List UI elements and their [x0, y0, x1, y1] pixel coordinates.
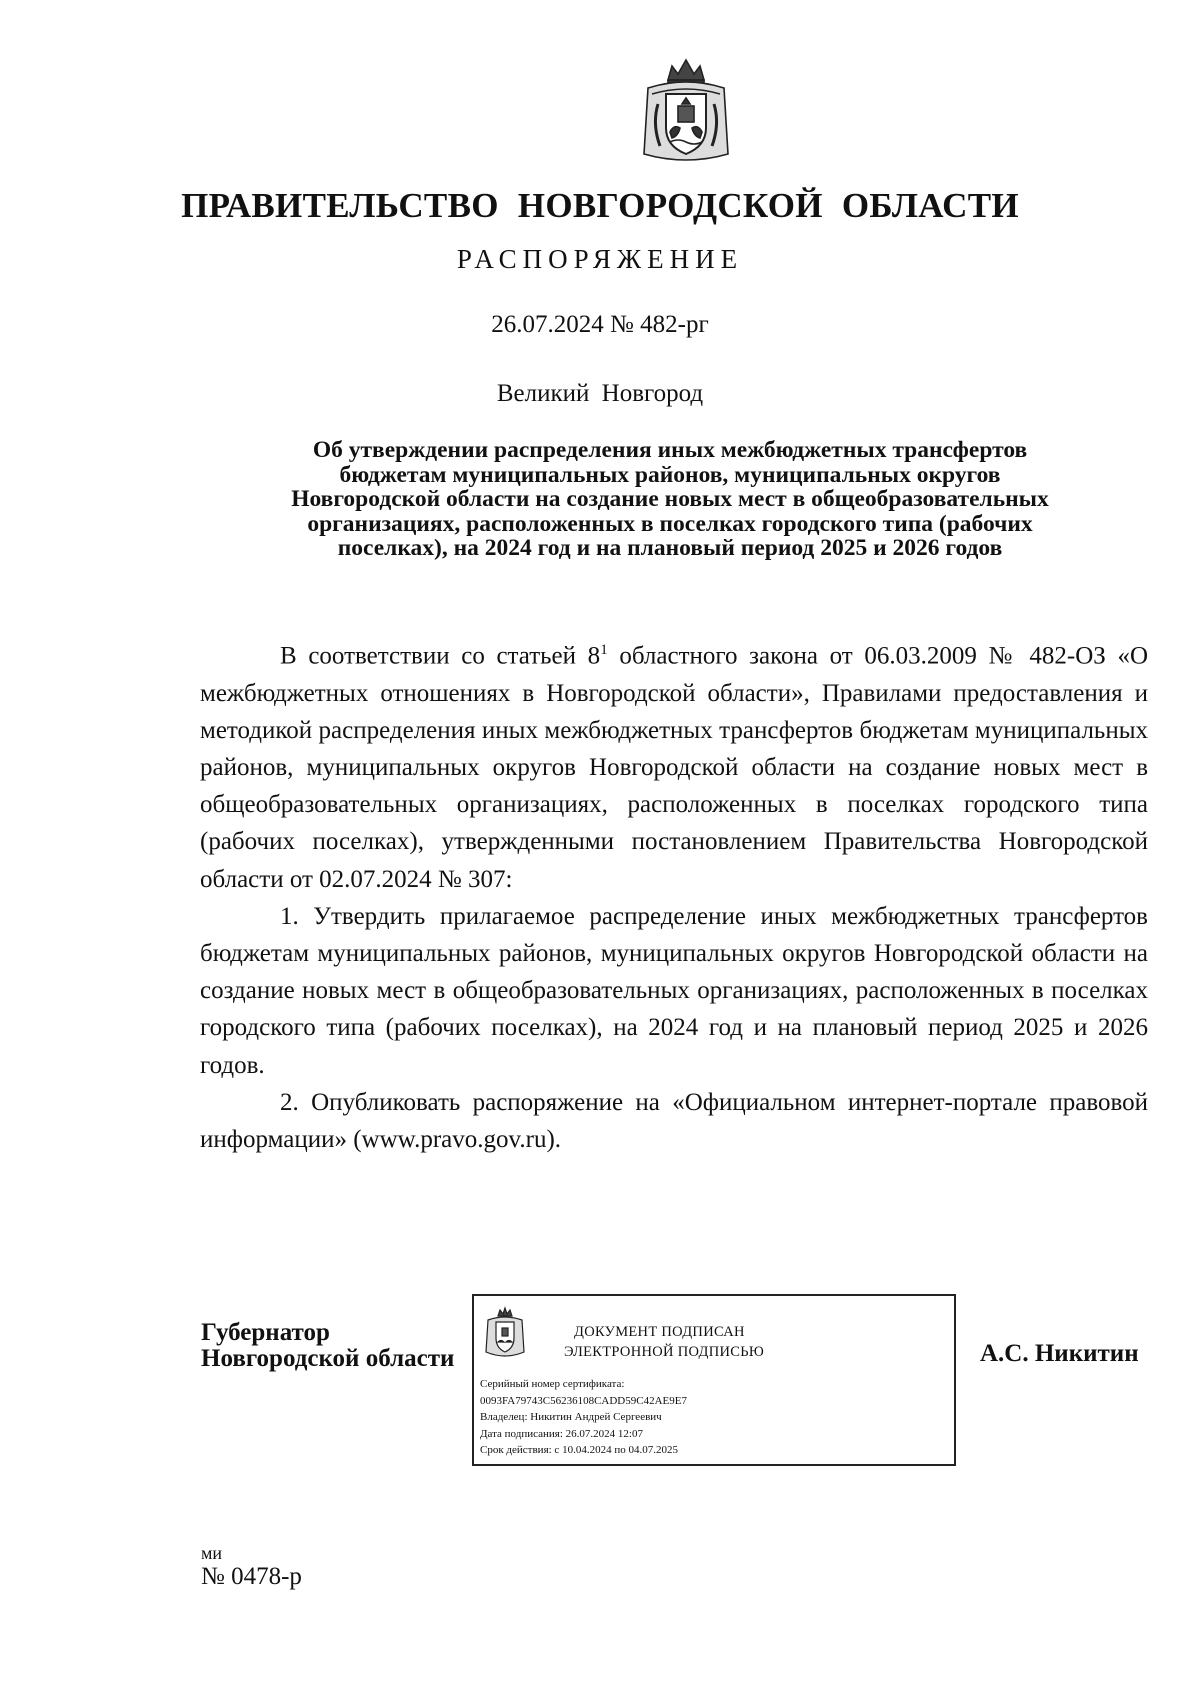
executor-initials: ми [201, 1543, 223, 1563]
stamp-validity: Срок действия: с 10.04.2024 по 04.07.2025 [480, 1444, 678, 1456]
stamp-certificate-info [480, 1376, 687, 1459]
document-city: Великий Новгород [496, 380, 704, 407]
electronic-signature-stamp [472, 1294, 956, 1466]
signer-name: А.С. Никитин [980, 1340, 1139, 1367]
registration-number: № 0478-р [201, 1563, 302, 1590]
subject-line: Об утверждении распределения иных межбюджетных трансфертов [312, 437, 1028, 463]
body-paragraph-item-2: 2. Опубликовать распоряжение на «Официальном интернет-портале правовой информации» (www.pravo.gov.ru). [200, 1088, 1148, 1153]
document-subject [200, 438, 1140, 561]
coat-of-arms-icon [484, 1306, 526, 1360]
subject-line: бюджетам муниципальных районов, муниципальных округов [339, 461, 1001, 488]
stamp-sign-date: Дата подписания: 26.07.2024 12:07 [480, 1427, 643, 1440]
body-paragraph-item-1: 1. Утвердить прилагаемое распределение иных межбюджетных трансфертов бюджетам муниципальных районов, муниципальных округов Новгородской области на создание новых мест в общеобразовательных организациях, расположенных в поселках городского типа (рабочих поселках), на 2024 год и на плановый период 2025 и 2026 годов. [200, 902, 1148, 1079]
organization-title: ПРАВИТЕЛЬСТВО НОВГОРОДСКОЙ ОБЛАСТИ [181, 186, 1019, 225]
stamp-owner: Владелец: Никитин Андрей Сергеевич [480, 1411, 662, 1423]
document-body [200, 632, 1148, 1158]
signer-position: Губернатор Новгородской области [201, 1319, 455, 1372]
document-type: РАСПОРЯЖЕНИЕ [456, 244, 744, 274]
superscript: 1 [600, 642, 608, 658]
document-number: 26.07.2024 № 482-рг [491, 311, 709, 338]
subject-line: поселках), на 2024 год и на плановый период 2025 и 2026 годов [337, 535, 1003, 561]
coat-of-arms-icon [638, 54, 734, 166]
subject-line: организациях, расположенных в поселках городского типа (рабочих [307, 510, 1033, 537]
stamp-title: ДОКУМЕНТ ПОДПИСАН ЭЛЕКТРОННОЙ ПОДПИСЬЮ [564, 1324, 765, 1360]
subject-line: Новгородской области на создание новых мест в общеобразовательных [291, 486, 1049, 512]
stamp-serial: 0093FA79743C56236108CADD59C42AE9E7 [480, 1394, 687, 1407]
stamp-serial-label: Серийный номер сертификата: [480, 1378, 625, 1390]
body-paragraph-preamble: В соответствии со статьей $8^1$ областного закона от 06.03.2009 № 482-ОЗ «О межбюджетных отношениях в Новгородской области», Правилами предоставления и методикой распределения иных межбюджетных трансфертов бюджетам муниципальных районов, муниципальных округов Новгородской области на создание новых мест в общеобразовательных организациях, расположенных в поселках городского типа (рабочих поселках), утвержденными постановлением Правительства Новгородской области от 02.07.2024 № 307: [200, 642, 1149, 893]
